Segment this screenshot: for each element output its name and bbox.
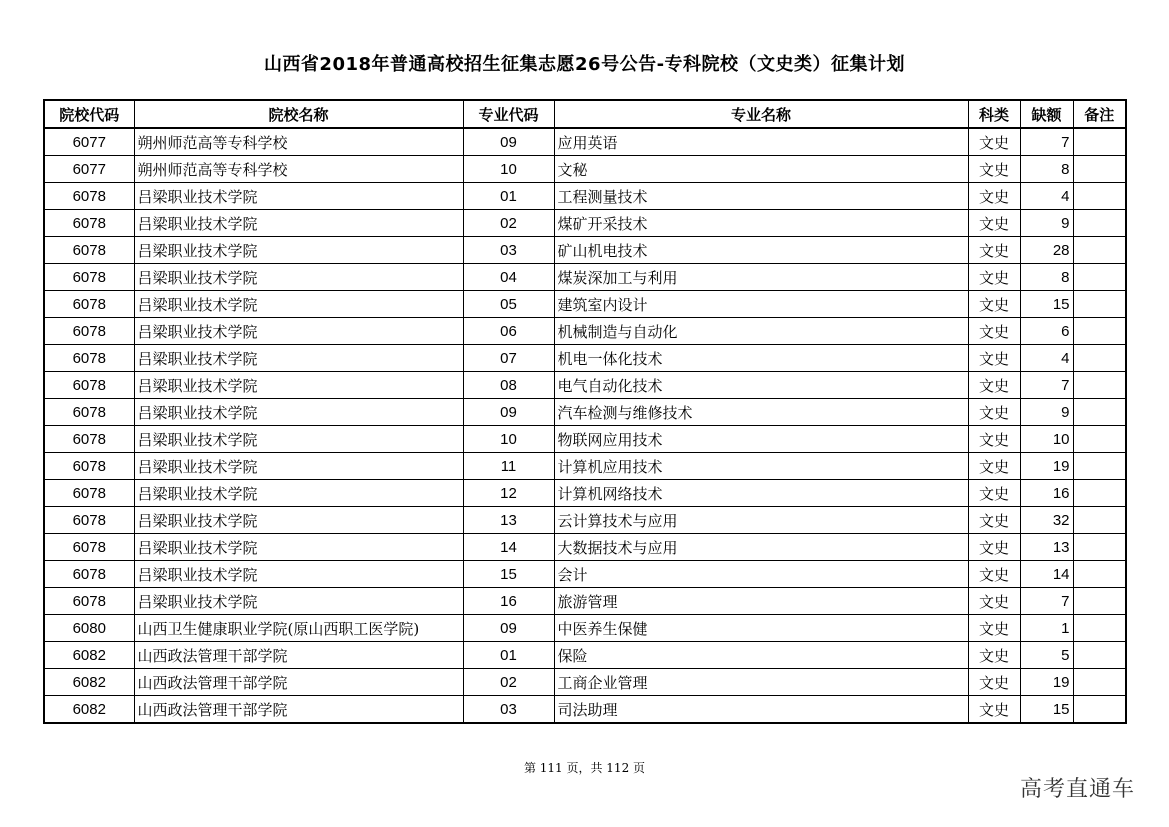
table-row (44, 669, 1126, 696)
cell-major-name: 计算机应用技术 (554, 453, 968, 480)
cell-vacancy: 28 (1020, 237, 1073, 264)
cell-category: 文史 (968, 534, 1020, 561)
cell-major-code: 09 (463, 128, 554, 156)
cell-vacancy: 15 (1020, 696, 1073, 724)
cell-category: 文史 (968, 480, 1020, 507)
cell-school-code: 6078 (44, 480, 134, 507)
table-row (44, 696, 1126, 724)
cell-major-code: 10 (463, 156, 554, 183)
cell-school-code: 6078 (44, 183, 134, 210)
table-row (44, 156, 1126, 183)
cell-category: 文史 (968, 507, 1020, 534)
cell-major-name: 旅游管理 (554, 588, 968, 615)
header-major-code: 专业代码 (463, 100, 554, 128)
cell-major-name: 文秘 (554, 156, 968, 183)
cell-remark (1073, 480, 1126, 507)
cell-school-name: 吕梁职业技术学院 (134, 237, 463, 264)
cell-major-name: 应用英语 (554, 128, 968, 156)
cell-category: 文史 (968, 426, 1020, 453)
cell-major-name: 云计算技术与应用 (554, 507, 968, 534)
cell-remark (1073, 291, 1126, 318)
header-major-name: 专业名称 (554, 100, 968, 128)
cell-major-code: 08 (463, 372, 554, 399)
cell-school-code: 6082 (44, 642, 134, 669)
cell-school-name: 朔州师范高等专科学校 (134, 156, 463, 183)
cell-major-code: 16 (463, 588, 554, 615)
cell-school-code: 6078 (44, 372, 134, 399)
cell-school-code: 6078 (44, 264, 134, 291)
cell-major-code: 03 (463, 237, 554, 264)
cell-remark (1073, 183, 1126, 210)
cell-vacancy: 1 (1020, 615, 1073, 642)
cell-school-name: 吕梁职业技术学院 (134, 507, 463, 534)
cell-category: 文史 (968, 561, 1020, 588)
cell-school-code: 6078 (44, 291, 134, 318)
cell-school-name: 吕梁职业技术学院 (134, 534, 463, 561)
document-title: 山西省2018年普通高校招生征集志愿26号公告-专科院校（文史类）征集计划 (263, 54, 906, 75)
cell-major-name: 机械制造与自动化 (554, 318, 968, 345)
header-school-code: 院校代码 (44, 100, 134, 128)
header-school-name: 院校名称 (134, 100, 463, 128)
cell-major-name: 煤矿开采技术 (554, 210, 968, 237)
cell-school-name: 吕梁职业技术学院 (134, 291, 463, 318)
cell-major-name: 矿山机电技术 (554, 237, 968, 264)
cell-remark (1073, 345, 1126, 372)
cell-category: 文史 (968, 588, 1020, 615)
cell-major-name: 机电一体化技术 (554, 345, 968, 372)
cell-major-code: 02 (463, 210, 554, 237)
table-row (44, 128, 1126, 156)
cell-vacancy: 15 (1020, 291, 1073, 318)
table-row (44, 399, 1126, 426)
cell-school-code: 6077 (44, 128, 134, 156)
cell-major-name: 工商企业管理 (554, 669, 968, 696)
header-vacancy: 缺额 (1020, 100, 1073, 128)
cell-category: 文史 (968, 696, 1020, 724)
cell-major-code: 11 (463, 453, 554, 480)
cell-major-name: 煤炭深加工与利用 (554, 264, 968, 291)
cell-major-code: 01 (463, 183, 554, 210)
cell-school-name: 山西政法管理干部学院 (134, 669, 463, 696)
cell-category: 文史 (968, 210, 1020, 237)
cell-school-code: 6078 (44, 588, 134, 615)
cell-major-name: 会计 (554, 561, 968, 588)
cell-category: 文史 (968, 399, 1020, 426)
cell-major-code: 14 (463, 534, 554, 561)
cell-school-name: 吕梁职业技术学院 (134, 372, 463, 399)
cell-major-name: 中医养生保健 (554, 615, 968, 642)
cell-remark (1073, 210, 1126, 237)
cell-school-name: 吕梁职业技术学院 (134, 345, 463, 372)
cell-vacancy: 7 (1020, 588, 1073, 615)
cell-remark (1073, 453, 1126, 480)
cell-category: 文史 (968, 156, 1020, 183)
cell-vacancy: 14 (1020, 561, 1073, 588)
table-row (44, 291, 1126, 318)
cell-remark (1073, 561, 1126, 588)
table-header-row (44, 100, 1126, 128)
cell-school-code: 6078 (44, 399, 134, 426)
cell-school-name: 吕梁职业技术学院 (134, 426, 463, 453)
cell-category: 文史 (968, 615, 1020, 642)
table-row (44, 534, 1126, 561)
cell-category: 文史 (968, 453, 1020, 480)
cell-vacancy: 8 (1020, 156, 1073, 183)
cell-major-code: 13 (463, 507, 554, 534)
table-row (44, 615, 1126, 642)
cell-major-code: 05 (463, 291, 554, 318)
cell-category: 文史 (968, 183, 1020, 210)
cell-major-code: 15 (463, 561, 554, 588)
cell-school-code: 6077 (44, 156, 134, 183)
cell-remark (1073, 399, 1126, 426)
cell-school-name: 吕梁职业技术学院 (134, 210, 463, 237)
cell-school-code: 6080 (44, 615, 134, 642)
cell-school-name: 吕梁职业技术学院 (134, 453, 463, 480)
cell-major-code: 03 (463, 696, 554, 724)
cell-remark (1073, 507, 1126, 534)
cell-school-name: 吕梁职业技术学院 (134, 183, 463, 210)
cell-remark (1073, 588, 1126, 615)
cell-major-code: 12 (463, 480, 554, 507)
header-category: 科类 (968, 100, 1020, 128)
cell-vacancy: 4 (1020, 345, 1073, 372)
cell-vacancy: 19 (1020, 453, 1073, 480)
cell-major-name: 司法助理 (554, 696, 968, 724)
table-row (44, 237, 1126, 264)
header-remark: 备注 (1073, 100, 1126, 128)
table-row (44, 345, 1126, 372)
cell-school-code: 6078 (44, 318, 134, 345)
cell-school-code: 6082 (44, 696, 134, 724)
table-row (44, 372, 1126, 399)
table-row (44, 480, 1126, 507)
enrollment-plan-table (43, 99, 1127, 724)
cell-major-name: 保险 (554, 642, 968, 669)
table-row (44, 318, 1126, 345)
cell-school-code: 6078 (44, 534, 134, 561)
cell-remark (1073, 128, 1126, 156)
cell-school-code: 6078 (44, 237, 134, 264)
cell-school-code: 6078 (44, 453, 134, 480)
cell-category: 文史 (968, 264, 1020, 291)
cell-remark (1073, 615, 1126, 642)
table-row (44, 453, 1126, 480)
cell-major-code: 10 (463, 426, 554, 453)
cell-vacancy: 19 (1020, 669, 1073, 696)
cell-vacancy: 32 (1020, 507, 1073, 534)
cell-category: 文史 (968, 345, 1020, 372)
cell-school-name: 山西卫生健康职业学院(原山西职工医学院) (134, 615, 463, 642)
cell-school-name: 吕梁职业技术学院 (134, 480, 463, 507)
cell-major-code: 04 (463, 264, 554, 291)
cell-school-name: 吕梁职业技术学院 (134, 264, 463, 291)
table-row (44, 183, 1126, 210)
cell-category: 文史 (968, 318, 1020, 345)
cell-vacancy: 10 (1020, 426, 1073, 453)
page-number-footer: 第 111 页，共 112 页 (523, 761, 646, 775)
cell-remark (1073, 372, 1126, 399)
cell-major-code: 02 (463, 669, 554, 696)
table-row (44, 264, 1126, 291)
cell-remark (1073, 237, 1126, 264)
cell-major-code: 09 (463, 615, 554, 642)
cell-vacancy: 9 (1020, 210, 1073, 237)
cell-major-code: 01 (463, 642, 554, 669)
table-row (44, 588, 1126, 615)
cell-school-name: 吕梁职业技术学院 (134, 318, 463, 345)
cell-vacancy: 16 (1020, 480, 1073, 507)
cell-category: 文史 (968, 669, 1020, 696)
cell-category: 文史 (968, 237, 1020, 264)
cell-major-code: 09 (463, 399, 554, 426)
cell-major-name: 工程测量技术 (554, 183, 968, 210)
cell-vacancy: 4 (1020, 183, 1073, 210)
cell-major-name: 汽车检测与维修技术 (554, 399, 968, 426)
cell-remark (1073, 156, 1126, 183)
cell-vacancy: 13 (1020, 534, 1073, 561)
cell-major-name: 物联网应用技术 (554, 426, 968, 453)
watermark: 高考直通车 (1020, 777, 1136, 802)
cell-major-code: 07 (463, 345, 554, 372)
cell-category: 文史 (968, 642, 1020, 669)
cell-school-code: 6078 (44, 210, 134, 237)
cell-major-name: 电气自动化技术 (554, 372, 968, 399)
cell-school-name: 吕梁职业技术学院 (134, 399, 463, 426)
cell-school-code: 6082 (44, 669, 134, 696)
cell-remark (1073, 426, 1126, 453)
cell-school-code: 6078 (44, 426, 134, 453)
cell-category: 文史 (968, 128, 1020, 156)
cell-remark (1073, 642, 1126, 669)
table-row (44, 561, 1126, 588)
cell-school-code: 6078 (44, 345, 134, 372)
cell-school-code: 6078 (44, 561, 134, 588)
cell-remark (1073, 264, 1126, 291)
table-row (44, 210, 1126, 237)
cell-vacancy: 9 (1020, 399, 1073, 426)
cell-remark (1073, 696, 1126, 724)
cell-school-name: 山西政法管理干部学院 (134, 642, 463, 669)
cell-remark (1073, 534, 1126, 561)
cell-remark (1073, 669, 1126, 696)
cell-school-name: 朔州师范高等专科学校 (134, 128, 463, 156)
cell-major-name: 大数据技术与应用 (554, 534, 968, 561)
cell-vacancy: 7 (1020, 372, 1073, 399)
cell-vacancy: 7 (1020, 128, 1073, 156)
cell-major-name: 建筑室内设计 (554, 291, 968, 318)
cell-vacancy: 5 (1020, 642, 1073, 669)
cell-major-name: 计算机网络技术 (554, 480, 968, 507)
table-row (44, 426, 1126, 453)
cell-school-name: 山西政法管理干部学院 (134, 696, 463, 724)
table-row (44, 642, 1126, 669)
table-row (44, 507, 1126, 534)
cell-category: 文史 (968, 372, 1020, 399)
cell-vacancy: 8 (1020, 264, 1073, 291)
cell-remark (1073, 318, 1126, 345)
cell-vacancy: 6 (1020, 318, 1073, 345)
cell-major-code: 06 (463, 318, 554, 345)
cell-category: 文史 (968, 291, 1020, 318)
cell-school-name: 吕梁职业技术学院 (134, 588, 463, 615)
cell-school-name: 吕梁职业技术学院 (134, 561, 463, 588)
cell-school-code: 6078 (44, 507, 134, 534)
